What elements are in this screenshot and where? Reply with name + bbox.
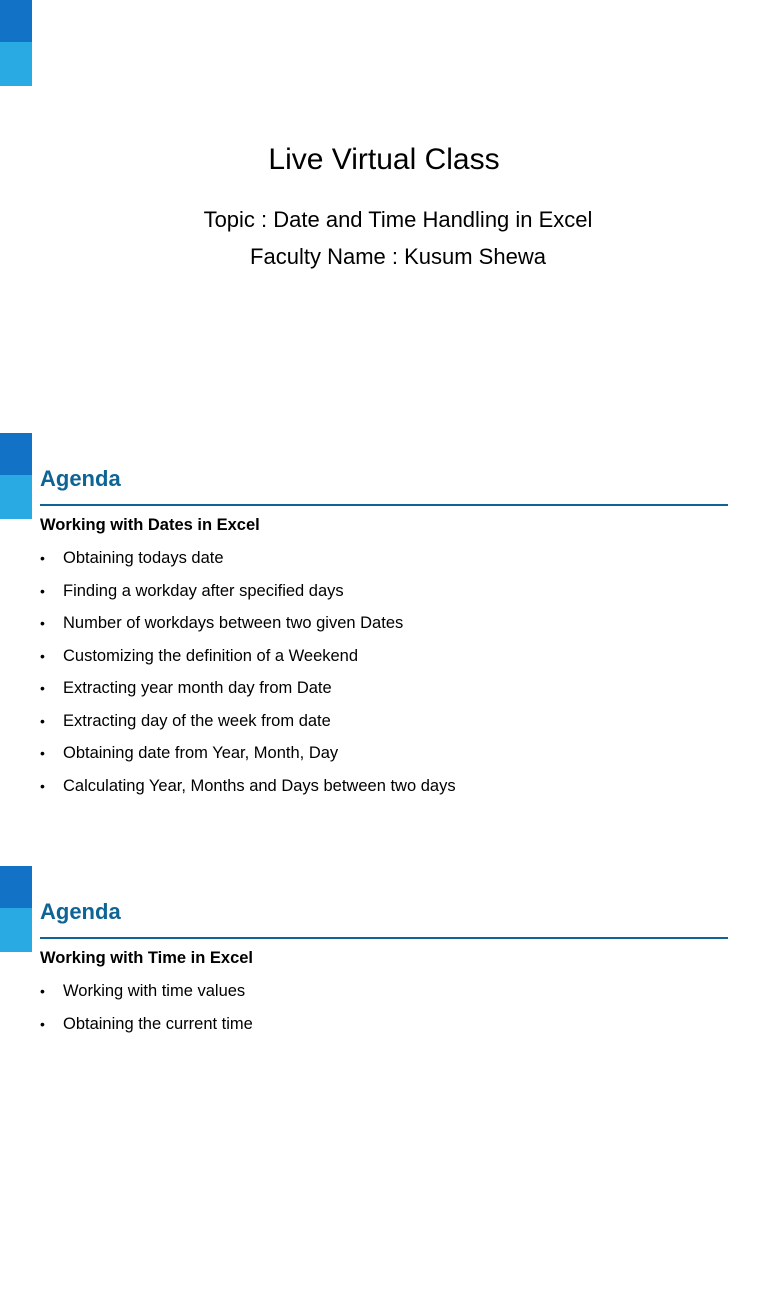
accent-block-dark xyxy=(0,866,32,908)
title-slide xyxy=(0,0,768,432)
bullet-icon: • xyxy=(40,680,45,696)
accent-block-dark xyxy=(0,0,32,42)
accent-block-light xyxy=(0,475,32,519)
bullet-icon: • xyxy=(40,983,45,999)
agenda-item-text: Obtaining todays date xyxy=(63,549,224,567)
section-heading: Working with Time in Excel xyxy=(40,949,254,967)
agenda-item-text: Number of workdays between two given Dates xyxy=(63,614,404,632)
agenda-title: Agenda xyxy=(40,466,121,491)
agenda-item xyxy=(40,979,253,1012)
agenda-item xyxy=(40,579,456,612)
agenda-item-text: Obtaining the current time xyxy=(63,1014,253,1033)
agenda-list xyxy=(40,546,456,806)
agenda-item-text: Obtaining date from Year, Month, Day xyxy=(63,744,339,762)
bullet-icon: • xyxy=(40,745,45,761)
bullet-icon: • xyxy=(40,550,45,566)
agenda-title: Agenda xyxy=(40,899,121,924)
agenda-divider xyxy=(40,504,728,506)
agenda-item xyxy=(40,644,456,677)
agenda-dates-slide xyxy=(0,433,768,865)
bullet-icon: • xyxy=(40,712,45,729)
faculty-line: Faculty Name : Kusum Shewa xyxy=(250,244,546,269)
agenda-item-text: Extracting day of the week from date xyxy=(63,711,331,730)
slide-accent-bar xyxy=(0,0,32,86)
agenda-item-text: Customizing the definition of a Weekend xyxy=(63,646,359,665)
agenda-item-text: Calculating Year, Months and Days between two days xyxy=(63,776,456,795)
slide-accent-bar xyxy=(0,433,32,519)
accent-block-light xyxy=(0,42,32,86)
slide-title: Live Virtual Class xyxy=(268,143,500,176)
agenda-list xyxy=(40,979,253,1044)
agenda-time-slide xyxy=(0,866,768,1298)
agenda-item xyxy=(40,546,456,579)
topic-line: Topic : Date and Time Handling in Excel xyxy=(203,207,593,232)
accent-block-dark xyxy=(0,433,32,475)
agenda-divider xyxy=(40,937,728,939)
bullet-icon: • xyxy=(40,582,45,599)
bullet-icon: • xyxy=(40,777,45,794)
agenda-item xyxy=(40,774,456,807)
agenda-item-text: Finding a workday after specified days xyxy=(63,581,344,600)
section-heading: Working with Dates in Excel xyxy=(40,516,260,534)
accent-block-light xyxy=(0,908,32,952)
slide-accent-bar xyxy=(0,866,32,952)
agenda-item xyxy=(40,1012,253,1045)
agenda-item xyxy=(40,611,456,644)
bullet-icon: • xyxy=(40,615,45,631)
agenda-item xyxy=(40,709,456,742)
agenda-item-text: Working with time values xyxy=(63,982,246,1000)
bullet-icon: • xyxy=(40,647,45,664)
agenda-item-text: Extracting year month day from Date xyxy=(63,679,332,697)
agenda-item xyxy=(40,676,456,709)
agenda-item xyxy=(40,741,456,774)
bullet-icon: • xyxy=(40,1015,45,1032)
